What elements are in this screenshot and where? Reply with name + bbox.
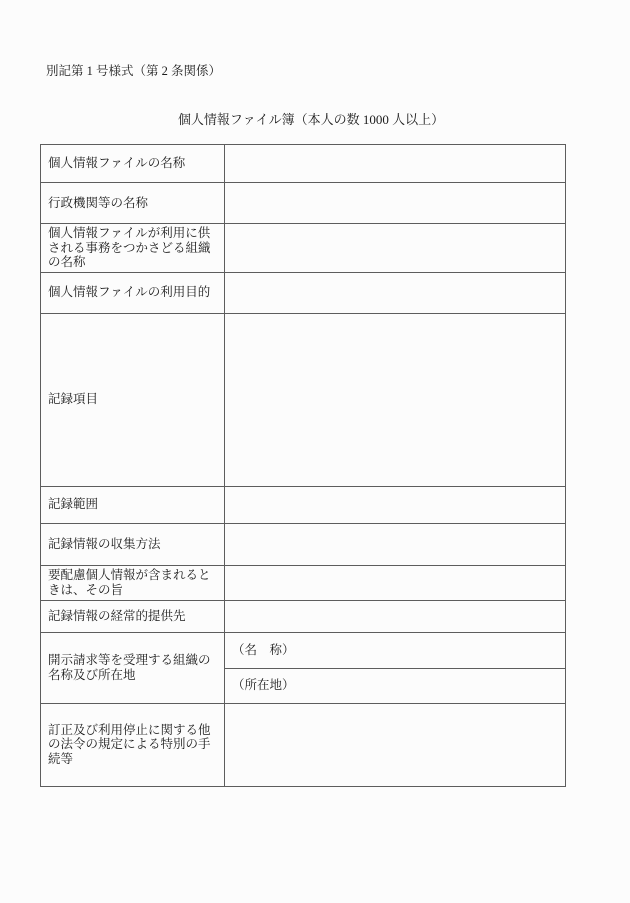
- row-label-purpose-of-use: 個人情報ファイルの利用目的: [41, 272, 225, 313]
- table-row: [41, 486, 566, 523]
- row-label-record-scope: 記録範囲: [41, 486, 225, 523]
- table-row: [41, 523, 566, 565]
- table-row: [41, 600, 566, 632]
- row-label-special-procedures: 訂正及び利用停止に関する他の法令の規定による特別の手続等: [41, 703, 225, 786]
- table-row: [41, 632, 566, 668]
- table-row: [41, 313, 566, 486]
- form-number-label: 別記第 1 号様式（第 2 条関係）: [46, 64, 222, 78]
- value-cell-record-scope: [225, 486, 566, 523]
- value-cell-agency-name: [225, 183, 566, 224]
- value-cell-sensitive-info: [225, 565, 566, 600]
- row-label-collection-method: 記録情報の収集方法: [41, 523, 225, 565]
- row-label-recorded-items: 記録項目: [41, 313, 225, 486]
- table-row: [41, 183, 566, 224]
- value-cell-recorded-items: [225, 313, 566, 486]
- row-label-file-name: 個人情報ファイルの名称: [41, 145, 225, 183]
- value-cell-disclosure-organization-address: （所在地）: [225, 668, 566, 703]
- row-label-sensitive-info: 要配慮個人情報が含まれるときは、その旨: [41, 565, 225, 600]
- document-title: 個人情報ファイル簿（本人の数 1000 人以上）: [177, 112, 445, 127]
- row-label-agency-name: 行政機関等の名称: [41, 183, 225, 224]
- row-label-routine-recipients: 記録情報の経常的提供先: [41, 600, 225, 632]
- value-cell-responsible-organization: [225, 224, 566, 273]
- table-row: [41, 224, 566, 273]
- value-cell-file-name: [225, 145, 566, 183]
- table-row: [41, 272, 566, 313]
- personal-information-file-registry-table: [40, 144, 566, 787]
- row-label-responsible-organization: 個人情報ファイルが利用に供される事務をつかさどる組織の名称: [41, 224, 225, 273]
- value-cell-collection-method: [225, 523, 566, 565]
- table-row: [41, 565, 566, 600]
- value-cell-routine-recipients: [225, 600, 566, 632]
- value-cell-purpose-of-use: [225, 272, 566, 313]
- table-row: [41, 703, 566, 786]
- table-row: [41, 145, 566, 183]
- value-cell-disclosure-organization-name: （名 称）: [225, 632, 566, 668]
- value-cell-special-procedures: [225, 703, 566, 786]
- row-label-disclosure-request-organization: 開示請求等を受理する組織の名称及び所在地: [41, 632, 225, 703]
